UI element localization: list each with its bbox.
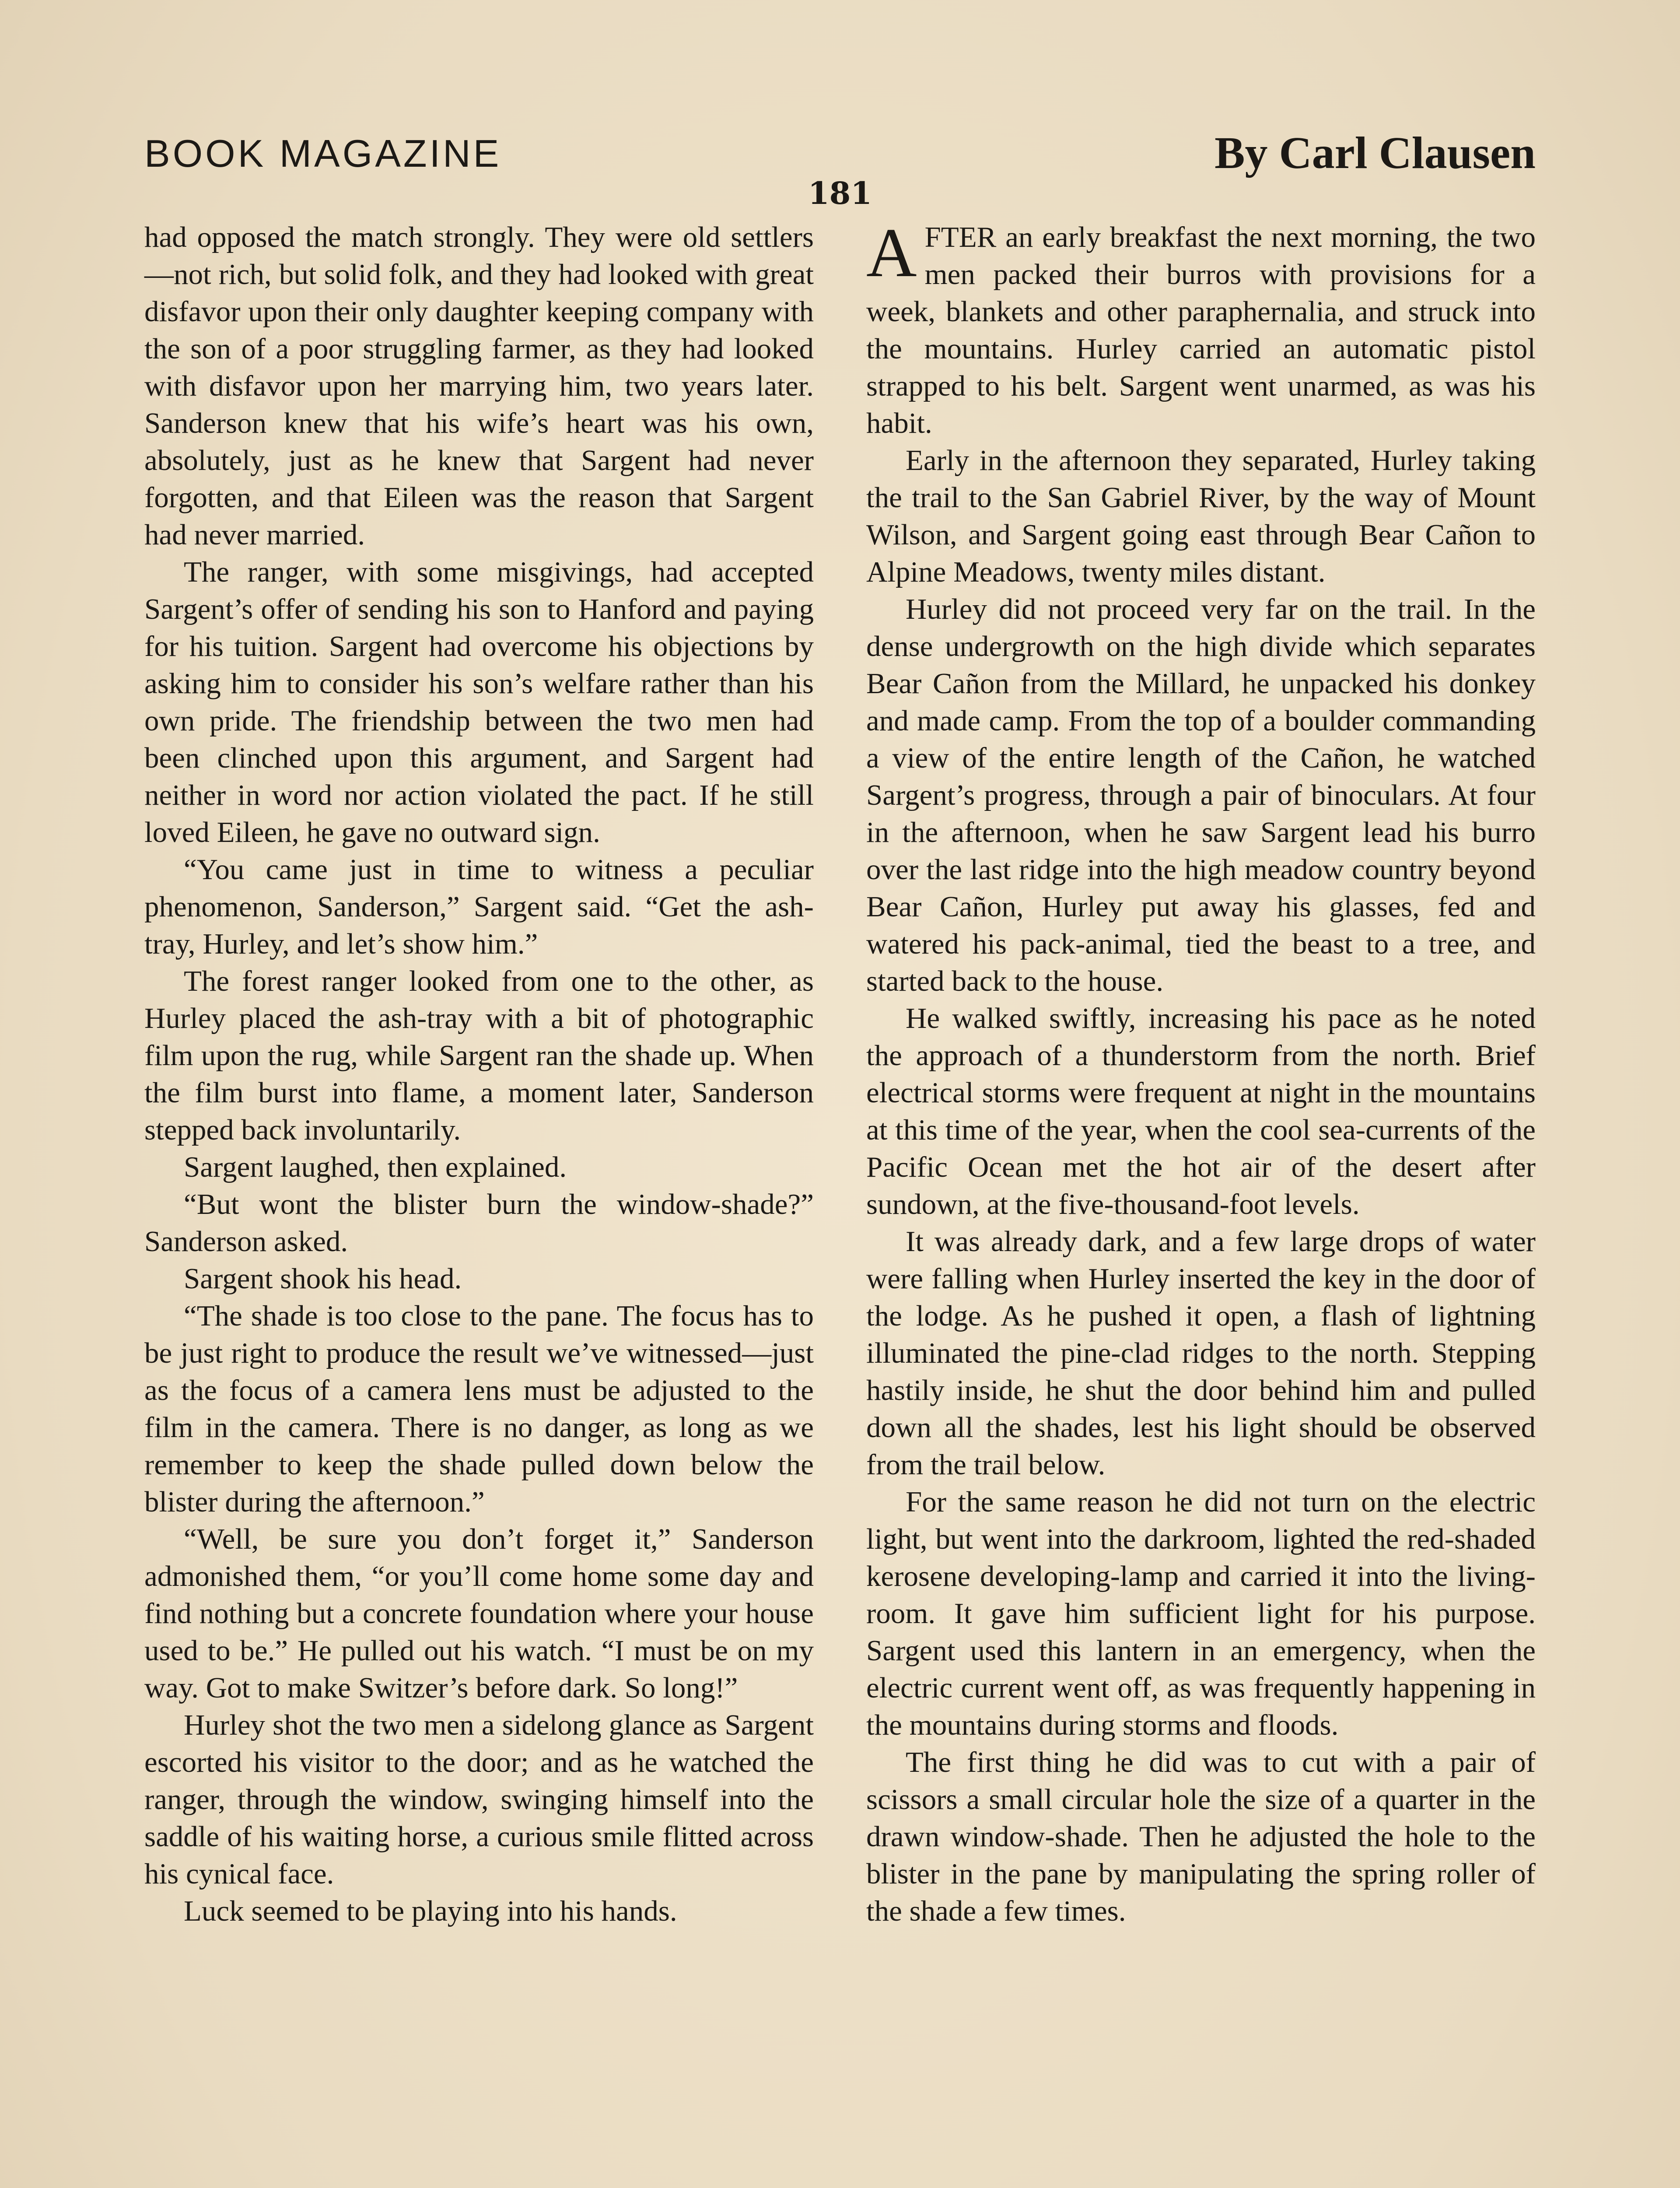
paragraph: Luck seemed to be playing into his hands.: [184, 1895, 677, 1927]
page-number: 181: [808, 175, 872, 211]
magazine-title: BOOK MAGAZINE: [144, 132, 502, 175]
paragraph: Hurley shot the two men a sidelong glance as Sargent escorted his visitor to the door; and as he watched the ranger, through the window, swinging himself into the saddle of his waiting horse, a curious smile flitted across his cynical face.: [144, 1709, 814, 1890]
author-byline: By Carl Clausen: [1214, 128, 1536, 178]
paragraph: “Well, be sure you don’t forget it,” Sanderson admonished them, “or you’ll come home some day and find nothing but a concrete foundation where your house used to be.” He pulled out his watch. “I must be on my way. Got to make Switzer’s before dark. So long!”: [144, 1523, 814, 1704]
paragraph: He walked swiftly, increasing his pace as he noted the approach of a thunderstorm from the north. Brief electrical storms were frequent at night in the mountains at this time of the year, when the cool sea-currents of the Pacific Ocean met the hot air of the desert after sundown, at the five-thousand-foot levels.: [866, 1002, 1536, 1220]
paragraph: The forest ranger looked from one to the other, as Hurley placed the ash-tray with a bit of photographic film upon the rug, while Sargent ran the shade up. When the film burst into flame, a moment later, Sanderson stepped back involuntarily.: [144, 965, 814, 1146]
paragraph: The first thing he did was to cut with a pair of scissors a small circular hole the size of a quarter in the drawn window-shade. Then he adjusted the hole to the blister in the pane by manipulating the spring roller of the shade a few times.: [866, 1746, 1536, 1927]
left-column: [144, 219, 814, 2188]
paragraph: For the same reason he did not turn on the electric light, but went into the darkroom, lighted the red-shaded kerosene developing-lamp and carried it into the living-room. It gave him sufficient light for his purpose. Sargent used this lantern in an emergency, when the electric current went off, as was frequently happening in the mountains during storms and floods.: [866, 1486, 1536, 1741]
paragraph: “The shade is too close to the pane. The focus has to be just right to produce the result we’ve witnessed—just as the focus of a camera lens must be adjusted to the film in the camera. There is no danger, as long as we remember to keep the shade pulled down below the blister during the afternoon.”: [144, 1300, 814, 1518]
paragraph: “You came just in time to witness a peculiar phenomenon, Sanderson,” Sargent said. “Get the ash-tray, Hurley, and let’s show him.”: [144, 853, 814, 960]
paragraph: Hurley did not proceed very far on the trail. In the dense undergrowth on the high divide which separates Bear Cañon from the Millard, he unpacked his donkey and made camp. From the top of a boulder commanding a view of the entire length of the Cañon, he watched Sargent’s progress, through a pair of binoculars. At four in the afternoon, when he saw Sargent lead his burro over the last ridge into the high meadow country beyond Bear Cañon, Hurley put away his glasses, fed and watered his pack-animal, tied the beast to a tree, and started back to the house.: [866, 593, 1536, 997]
right-column: [866, 214, 1536, 2188]
paragraph: Sargent laughed, then explained.: [184, 1151, 567, 1183]
paragraph: “But wont the blister burn the window-shade?” Sanderson asked.: [144, 1188, 814, 1258]
drop-cap: A: [866, 214, 917, 291]
paragraph: The ranger, with some misgivings, had accepted Sargent’s offer of sending his son to Hanford and paying for his tuition. Sargent had overcome his objections by asking him to consider his son’s welfare rather than his own pride. The friendship between the two men had been clinched upon this argument, and Sargent had neither in word nor action violated the pact. If he still loved Eileen, he gave no outward sign.: [144, 556, 814, 849]
paragraph: Sargent shook his head.: [184, 1262, 462, 1295]
text-columns: [144, 214, 1536, 2188]
opening-text: FTER an early breakfast the next morning, the two men packed their burros with provisions for a week, blankets and other paraphernalia, and struck into the mountains. Hurley carried an automatic pistol strapped to his belt. Sargent went unarmed, as was his habit.: [866, 221, 1536, 439]
paragraph: It was already dark, and a few large drops of water were falling when Hurley inserted the key in the door of the lodge. As he pushed it open, a flash of lightning illuminated the pine-clad ridges to the north. Stepping hastily inside, he shut the door behind him and pulled down all the shades, lest his light should be observed from the trail below.: [866, 1225, 1536, 1481]
paragraph: Early in the afternoon they separated, Hurley taking the trail to the San Gabriel River, by the way of Mount Wilson, and Sargent going east through Bear Cañon to Alpine Meadows, twenty miles distant.: [866, 444, 1536, 588]
paragraph: had opposed the match strongly. They were old settlers—not rich, but solid folk, and they had looked with great disfavor upon their only daughter keeping company with the son of a poor struggling farmer, as they had looked with disfavor upon her marrying him, two years later. Sanderson knew that his wife’s heart was his own, absolutely, just as he knew that Sargent had never forgotten, and that Eileen was the reason that Sargent had never married.: [144, 221, 814, 551]
opening-paragraph: [866, 214, 1536, 442]
